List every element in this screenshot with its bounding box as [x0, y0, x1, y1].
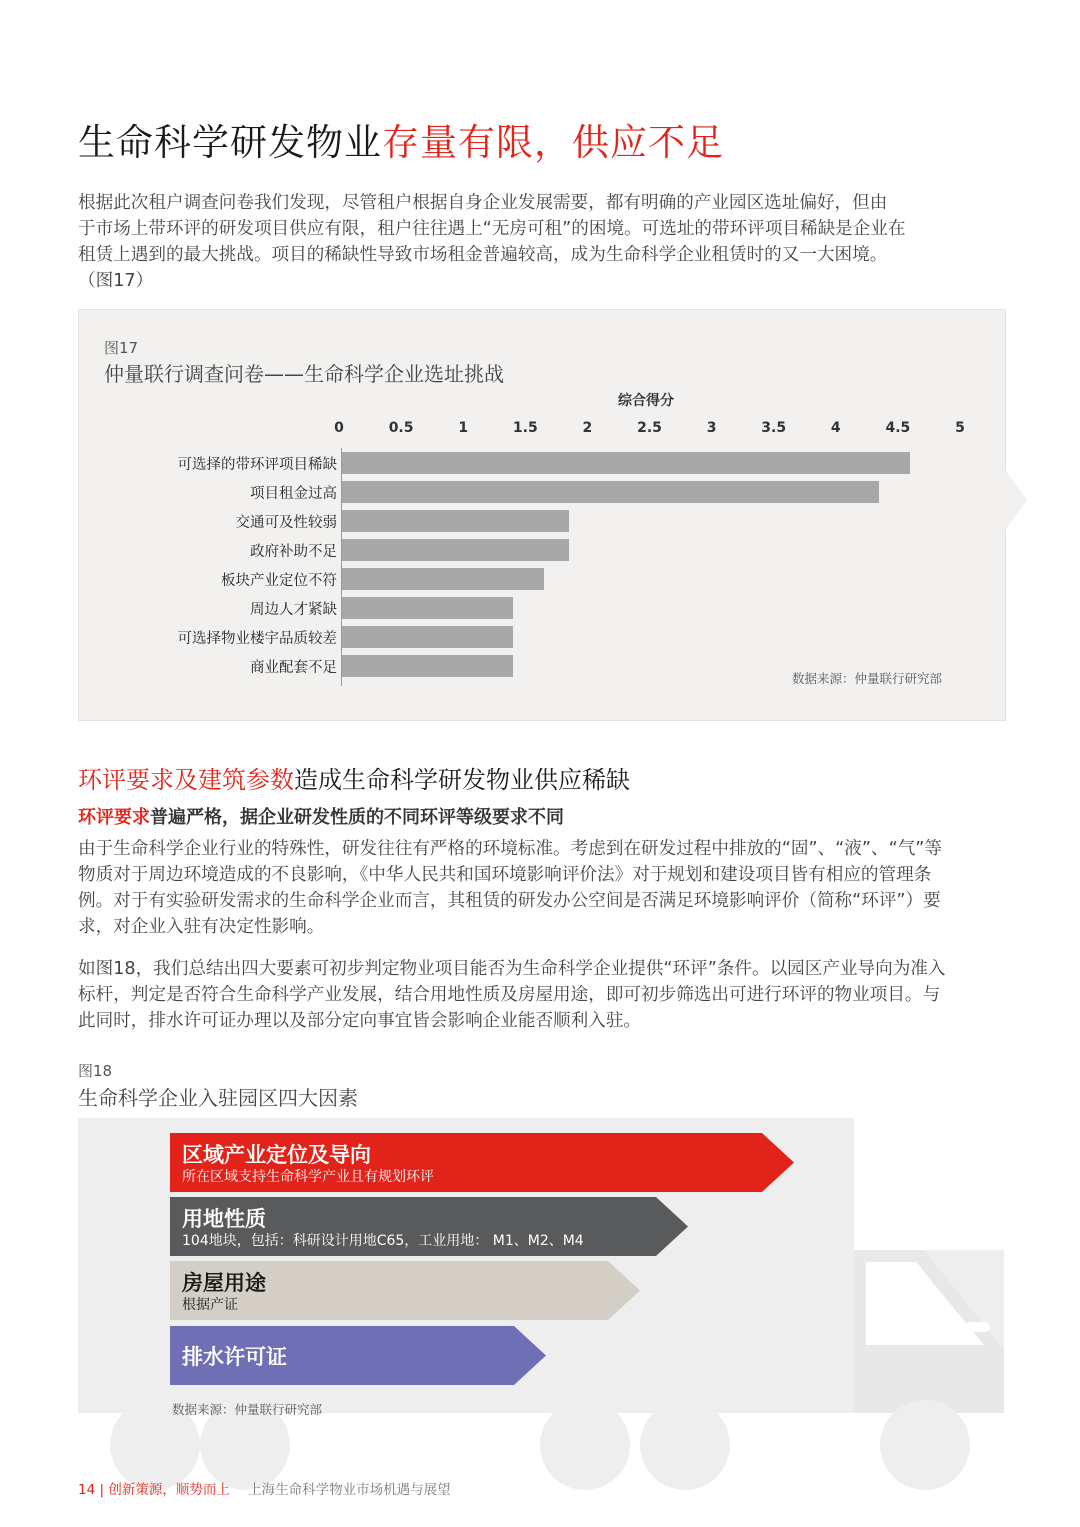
page-title-red: 存量有限，供应不足 [382, 121, 724, 164]
intro-line: 租赁上遇到的最大挑战。项目的稀缺性导致市场租金普遍较高，成为生命科学企业租赁时的又一大困境。 [78, 245, 888, 265]
factor-sub: 根据产证 [182, 1297, 238, 1313]
factor-arrow-4 [170, 1326, 546, 1385]
para2-line: 此同时，排水许可证办理以及部分定向事宜皆会影响企业能否顺利入驻。 [78, 1011, 642, 1031]
para1-line: 物质对于周边环境造成的不良影响，《中华人民共和国环境影响评价法》对于规划和建设项目皆有相应的管理条 [78, 865, 932, 885]
section-paragraph-2 [78, 956, 1004, 1034]
x-tick-label: 1.5 [512, 420, 538, 436]
x-tick-label: 2.5 [637, 420, 662, 436]
page-title [78, 112, 724, 166]
footer-separator: | [99, 1482, 105, 1498]
category-label: 板块产业定位不符 [221, 573, 337, 589]
x-tick-label: 2 [582, 420, 593, 436]
factor-arrow-1 [170, 1133, 794, 1192]
factor-arrow-3 [170, 1261, 640, 1320]
page-title-black: 生命科学研发物业 [78, 121, 382, 164]
figure-18-title: 生命科学企业入驻园区四大因素 [78, 1086, 358, 1110]
bar [342, 452, 910, 474]
category-label: 可选择物业楼宇品质较差 [177, 631, 337, 647]
section-paragraph-1 [78, 836, 1004, 940]
x-tick-label: 0.5 [388, 420, 414, 436]
truck-cab-graphic [854, 1250, 1004, 1413]
figure-17-source: 数据来源：仲量联行研究部 [792, 671, 943, 686]
truck-wheel [880, 1400, 970, 1490]
factor-label: 用地性质 [182, 1207, 266, 1231]
figure-18-number: 图18 [78, 1062, 113, 1080]
truck-window-graphic [854, 1250, 1004, 1413]
para2-line: 标杆，判定是否符合生命科学产业发展，结合用地性质及房屋用途，即可初步筛选出可进行环评的物业项目。与 [78, 985, 941, 1005]
bar [342, 626, 513, 648]
category-label: 项目租金过高 [250, 486, 337, 502]
intro-line: 于市场上带环评的研发项目供应有限，租户往往遇上“无房可租”的困境。可选址的带环评项目稀缺是企业在 [78, 219, 906, 239]
intro-line: 根据此次租户调查问卷我们发现，尽管租户根据自身企业发展需要，都有明确的产业园区选址偏好，但由 [78, 193, 888, 213]
para1-line: 求，对企业入驻有决定性影响。 [78, 917, 325, 937]
figure-17-number: 图17 [104, 339, 139, 357]
factor-arrow-2 [170, 1197, 688, 1256]
section-subheading-black: 普遍严格，据企业研发性质的不同环评等级要求不同 [150, 807, 564, 828]
bar [342, 510, 569, 532]
intro-line: （图17） [78, 271, 154, 291]
x-tick-label: 5 [955, 420, 965, 436]
category-label: 交通可及性较弱 [235, 515, 337, 531]
bar [342, 568, 544, 590]
x-tick-label: 0 [334, 420, 344, 436]
page-footer [78, 1478, 451, 1498]
footer-doc-title: 上海生命科学物业市场机遇与展望 [248, 1482, 451, 1498]
x-tick-label: 3.5 [761, 420, 787, 436]
factor-sub: 104地块，包括：科研设计用地C65，工业用地： M1、M2、M4 [182, 1233, 584, 1249]
chart-x-axis-title: 综合得分 [618, 393, 674, 409]
factor-label: 排水许可证 [182, 1345, 287, 1369]
x-tick-label: 4.5 [885, 420, 911, 436]
section-subheading-red: 环评要求 [78, 807, 150, 828]
x-tick-label: 1 [458, 420, 469, 436]
x-tick-label: 4 [830, 420, 841, 436]
page-number: 14 [78, 1482, 96, 1498]
category-label: 可选择的带环评项目稀缺 [177, 457, 337, 473]
truck-wheel [640, 1400, 730, 1490]
bar [342, 539, 569, 561]
panel-arrow-decoration [1005, 470, 1027, 530]
bar [342, 597, 513, 619]
factor-label: 区域产业定位及导向 [182, 1143, 371, 1167]
x-tick-label: 3 [706, 420, 717, 436]
category-label: 商业配套不足 [250, 660, 337, 676]
bar [342, 655, 513, 677]
section-heading-black: 造成生命科学研发物业供应稀缺 [294, 766, 630, 794]
section-heading [78, 760, 630, 795]
category-label: 周边人才紧缺 [250, 602, 337, 618]
factor-sub: 所在区域支持生命科学产业且有规划环评 [182, 1169, 434, 1185]
figure-18-source: 数据来源：仲量联行研究部 [172, 1402, 323, 1417]
para1-line: 例。对于有实验研发需求的生命科学企业而言，其租赁的研发办公空间是否满足环境影响评价（简称“环评”）要 [78, 891, 941, 911]
footer-slogan: 创新策源，顺势而上 [108, 1482, 230, 1498]
para1-line: 由于生命科学企业行业的特殊性，研发往往有严格的环境标准。考虑到在研发过程中排放的“固”、“液”、“气”等 [78, 839, 943, 859]
category-label: 政府补助不足 [250, 544, 337, 560]
section-heading-red: 环评要求及建筑参数 [78, 766, 294, 794]
figure-17-title: 仲量联行调查问卷——生命科学企业选址挑战 [104, 362, 504, 386]
intro-paragraph [78, 190, 1004, 294]
truck-wheel [540, 1400, 630, 1490]
bar [342, 481, 879, 503]
section-subheading [78, 803, 564, 829]
para2-line: 如图18，我们总结出四大要素可初步判定物业项目能否为生命科学企业提供“环评”条件。以园区产业导向为准入 [78, 959, 946, 979]
factor-label: 房屋用途 [182, 1271, 266, 1295]
